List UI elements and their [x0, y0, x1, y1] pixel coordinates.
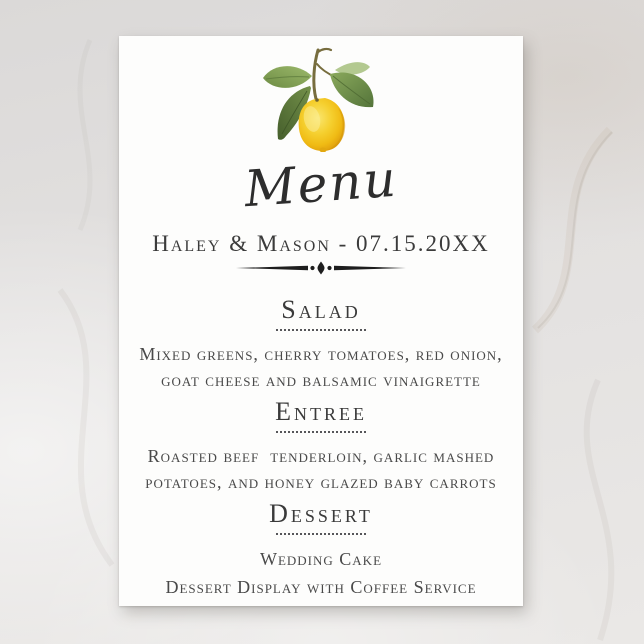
menu-card — [119, 36, 523, 606]
stem-icon — [314, 49, 331, 99]
menu-item-line: potatoes, and honey glazed baby carrots — [145, 472, 497, 492]
dotted-separator — [276, 431, 366, 433]
section-title: Dessert — [269, 499, 373, 528]
section-title: Salad — [281, 295, 361, 324]
couple-date-line: Haley & Mason - 07.15.20XX — [152, 231, 490, 256]
menu-item-line: goat cheese and balsamic vinaigrette — [161, 370, 481, 390]
section-title: Entree — [275, 397, 367, 426]
menu-section-salad — [119, 295, 523, 393]
menu-item-line: Dessert Display with Coffee Service — [165, 577, 477, 597]
lemon-branch-illustration — [240, 46, 410, 152]
menu-script-title: Menu — [242, 149, 400, 219]
menu-section-dessert — [119, 499, 523, 601]
dotted-separator — [276, 329, 366, 331]
lemon-icon — [299, 98, 346, 152]
menu-item-line: Mixed greens, cherry tomatoes, red onion, — [139, 344, 503, 364]
menu-item-line: Roasted beef tenderloin, garlic mashed — [147, 446, 495, 466]
menu-item-line: Wedding Cake — [259, 549, 383, 569]
menu-section-entree — [119, 397, 523, 495]
diamond-divider-ornament — [235, 261, 407, 275]
dotted-separator — [276, 533, 366, 535]
